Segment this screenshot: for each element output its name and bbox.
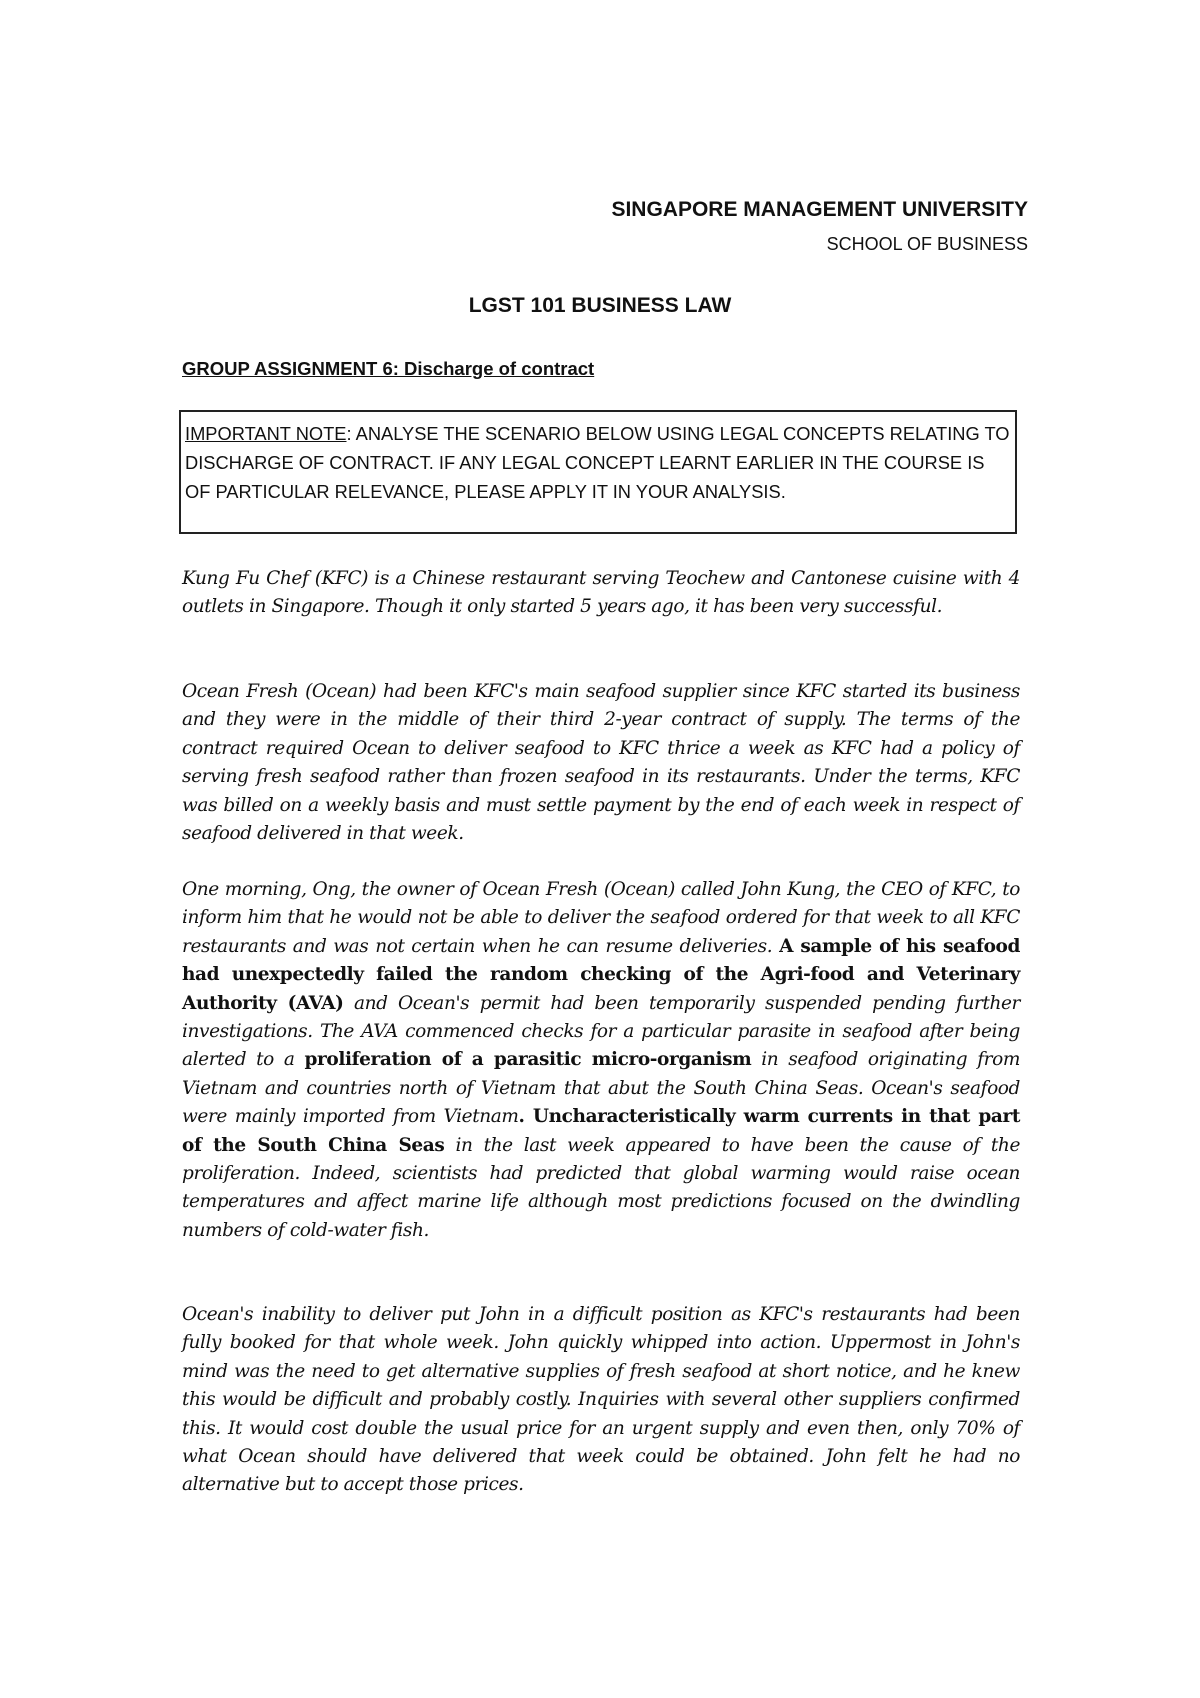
incident-text-4: in the last week appeared to have been the cause of the proliferation. Indeed, scientists had predicted that global warming would raise ocean temperatures and affect marine life although most predictions focused on the dwindling numbers of cold-water fish.: [182, 1134, 1020, 1241]
paragraph-intro: Kung Fu Chef (KFC) is a Chinese restaurant serving Teochew and Cantonese cuisine with 4 outlets in Singapore. Though it only started 5 years ago, it has been very successful.: [182, 568, 1020, 618]
incident-bold-3: . Uncharacteristically warm currents in that part of the South China Seas: [182, 1106, 1020, 1156]
incident-text-3: in seafood originating from Vietnam and countries north of Vietnam that abut the South China Seas. Ocean's seafood were mainly imported from Vietnam: [182, 1049, 1020, 1128]
incident-bold-1: A sample of his seafood had unexpectedly failed the random checking of the Agri-food and Veterinary Authority (AVA): [182, 935, 1020, 1014]
assignment-title: GROUP ASSIGNMENT 6: Discharge of contract: [182, 358, 595, 379]
important-note-label: IMPORTANT NOTE: [185, 423, 347, 444]
university-name: SINGAPORE MANAGEMENT UNIVERSITY: [611, 198, 1028, 221]
important-note-text: : ANALYSE THE SCENARIO BELOW USING LEGAL CONCEPTS RELATING TO DISCHARGE OF CONTRACT. IF ANY LEGAL CONCEPT LEARNT EARLIER IN THE COURSE IS OF PARTICULAR RELEVANCE, PLEASE APPLY IT IN YOUR ANALYSIS.: [185, 423, 1010, 502]
incident-bold-2: proliferation of a parasitic micro-organism: [304, 1049, 752, 1071]
paragraph-contract: Ocean Fresh (Ocean) had been KFC's main seafood supplier since KFC started its business and they were in the middle of their third 2-year contract of supply. The terms of the contract required Ocean to deliver seafood to KFC thrice a week as KFC had a policy of serving fresh seafood rather than frozen seafood in its restaurants. Under the terms, KFC was billed on a weekly basis and must settle payment by the end of each week in respect of seafood delivered in that week.: [182, 681, 1020, 845]
paragraph-consequence: Ocean's inability to deliver put John in a difficult position as KFC's restaurants had been fully booked for that whole week. John quickly whipped into action. Uppermost in John's mind was the need to get alternative supplies of fresh seafood at short notice, and he knew this would be difficult and probably costly. Inquiries with several other suppliers confirmed this. It would cost double the usual price for an urgent supply and even then, only 70% of what Ocean should have delivered that week could be obtained. John felt he had no alternative but to accept those prices.: [182, 1304, 1020, 1496]
course-title: LGST 101 BUSINESS LAW: [468, 294, 732, 317]
paragraph-incident: [182, 876, 1020, 1245]
incident-text-2: and Ocean's permit had been temporarily suspended pending further investigations. The AVA commenced checks for a particular parasite in seafood after being alerted to a: [182, 992, 1020, 1071]
incident-text-1: One morning, Ong, the owner of Ocean Fresh (Ocean) called John Kung, the CEO of KFC, to inform him that he would not be able to deliver the seafood ordered for that week to all KFC restaurants and was not certain when he can resume deliveries.: [182, 879, 1020, 957]
school-name: SCHOOL OF BUSINESS: [826, 234, 1028, 254]
important-note-box: [179, 410, 1017, 534]
